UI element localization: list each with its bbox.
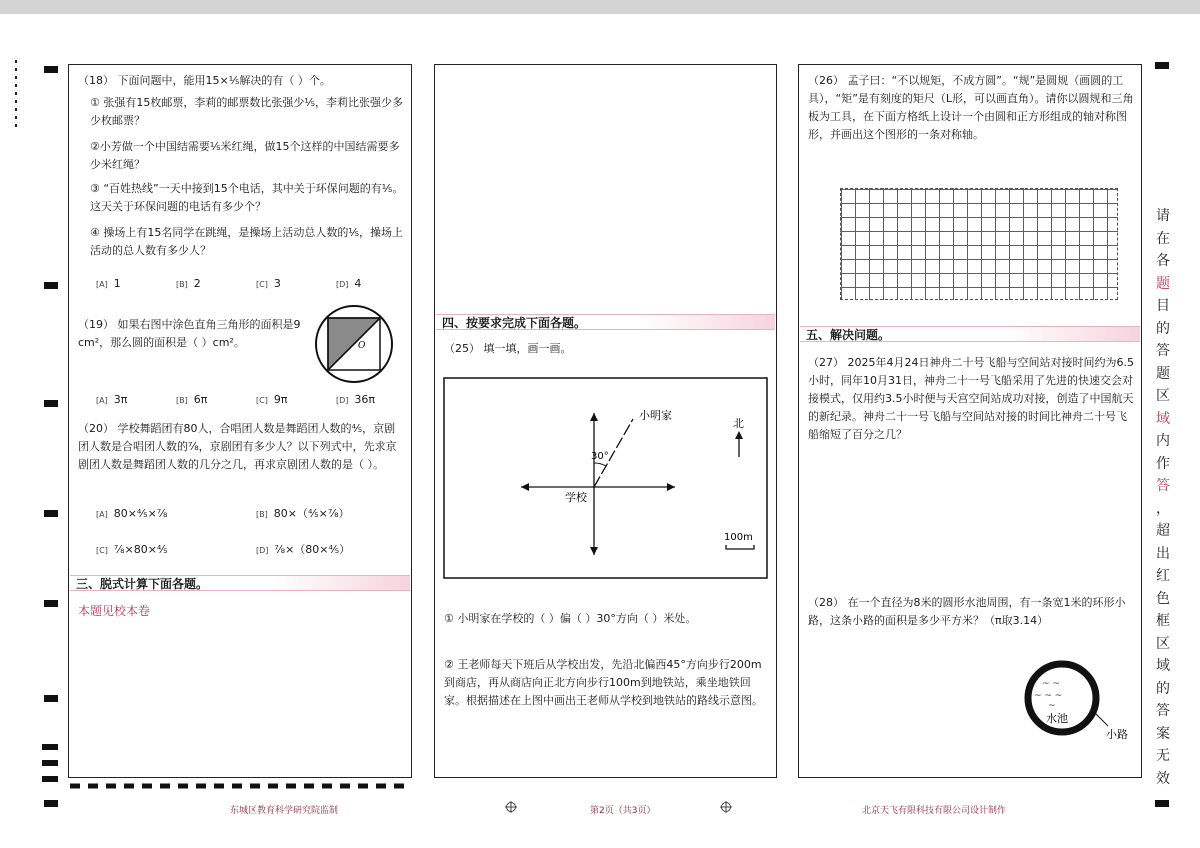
q18-option-d[interactable]: [D] 4 [336,277,362,290]
q27-stem: （27） 2025年4月24日神舟二十号飞船与空间站对接时间约为6.5小时，同年10月31日，神舟二十一号飞船采用了先进的快速交会对接模式，仅用约3.5小时便与天宫空间站成功对接，创造了中国航天的新纪录。神舟二十一号飞船与空间站对接的时间比神舟二十号飞船缩短了百分之几？ [808,356,1134,441]
alignment-mark [1155,800,1169,807]
q18-option-a[interactable]: [A] 1 [96,277,121,290]
alignment-mark [44,282,58,289]
q25-map-diagram [443,377,768,579]
q18-item-2: ②小芳做一个中国结需要⅕米红绳，做15个这样的中国结需要多少米红绳？ [90,140,400,171]
q28-stem: （28） 在一个直径为8米的圆形水池周围，有一条宽1米的环形小路，这条小路的面积是多少平方米？（π取3.14） [808,596,1126,627]
q19-circle-figure [314,304,394,384]
q19-stem: （19） 如果右图中涂色直角三角形的面积是9 cm²，那么圆的面积是（ ）cm²。 [78,318,301,349]
q18-stem: （18） 下面问题中，能用15×⅕解决的有（ ）个。 [78,74,331,87]
q18-item-1: ① 张强有15枚邮票，李莉的邮票数比张强少⅕，李莉比张强少多少枚邮票？ [90,96,404,127]
section-5-header: 五、解决问题。 [800,326,1140,342]
q28-pool-figure [1012,656,1136,740]
q19-center-label: O [358,341,366,351]
footer-page-number: 第2页（共3页） [590,806,656,816]
section-3-note: 本题见校本卷 [78,604,151,618]
answer-area-notice: 请 在 各 题 目 的 答 题 区 域 内 作 答 ， 超 出 红 色 框 区 域 的 答 案 无 效 [1156,208,1170,787]
q20-option-c[interactable]: [C] ⅞×80×⅘ [96,543,168,556]
svg-text:~ ~ ~: ~ ~ ~ [1034,691,1063,701]
bottom-dash-strip [70,782,410,790]
binding-dots [15,60,17,130]
alignment-mark [42,760,58,766]
alignment-mark [42,744,58,750]
q25-school-label: 学校 [565,491,587,504]
q26-grid-paper[interactable] [840,188,1118,300]
q18-item-4: ④ 操场上有15名同学在跳绳，是操场上活动总人数的⅕，操场上活动的总人数有多少人？ [90,226,404,257]
q20-option-b[interactable]: [B] 80×（⅘×⅞） [256,507,350,520]
q19-option-d[interactable]: [D] 36π [336,393,376,406]
q20-option-a[interactable]: [A] 80×⅘×⅞ [96,507,168,520]
section-4-header: 四、按要求完成下面各题。 [436,314,775,330]
footer-designer: 北京天飞有限科技有限公司设计制作 [862,806,1007,816]
footer-publisher: 东城区教育科学研究院监制 [230,806,339,816]
alignment-mark [1155,62,1169,69]
q19-option-c[interactable]: [C] 9π [256,393,288,406]
alignment-mark [44,600,58,607]
footer-target-icon [720,801,732,813]
alignment-mark [42,776,58,782]
alignment-mark [44,510,58,517]
q26-stem: （26） 孟子曰：“不以规矩，不成方圆”。“规”是圆规（画圆的工具），“矩”是有刻度的矩尺（L形，可以画直角）。请你以圆规和三角板为工具，在下面方格纸上设计一个由圆和正方形组成的轴对称图形，并画出这个图形的一条对称轴。 [808,74,1134,141]
north-label: 北 [733,417,744,430]
q18-item-3: ③ “百姓热线”一天中接到15个电话，其中关于环保问题的有⅕。这天关于环保问题的电话有多少个？ [90,182,404,213]
svg-text:~: ~ [1048,701,1056,711]
q25-part-1: ① 小明家在学校的（ ）偏（ ）30°方向（ ）米处。 [444,612,697,625]
alignment-mark [44,400,58,407]
q25-home-label: 小明家 [639,409,672,422]
scale-label: 100m [724,532,753,543]
q19-option-b[interactable]: [B] 6π [176,393,208,406]
svg-text:~ ~: ~ ~ [1042,679,1060,689]
q28-pool-label: 水池 [1046,712,1068,725]
q25-part-2: ② 王老师每天下班后从学校出发，先沿北偏西45°方向步行200m到商店，再从商店向正北方向步行100m到地铁站，乘坐地铁回家。根据描述在上图中画出王老师从学校到地铁站的路线示意图。 [444,658,763,707]
alignment-mark [44,66,58,73]
footer-target-icon [505,801,517,813]
top-scan-bar [0,0,1200,14]
q25-stem: （25） 填一填，画一画。 [444,342,572,355]
q20-option-d[interactable]: [D] ⅞×（80×⅘） [256,543,351,556]
alignment-mark [44,695,58,702]
q18-option-b[interactable]: [B] 2 [176,277,201,290]
q25-angle-label: 30° [591,451,609,462]
q18-option-c[interactable]: [C] 3 [256,277,281,290]
q28-path-label: 小路 [1106,728,1128,740]
q20-stem: （20） 学校舞蹈团有80人，合唱团人数是舞蹈团人数的⅘，京剧团人数是合唱团人数的⅞，京剧团有多少人？以下列式中，先求京剧团人数是舞蹈团人数的几分之几，再求京剧团人数的是（ ）。 [78,422,397,471]
alignment-mark [44,800,58,807]
section-3-header: 三、脱式计算下面各题。 [70,575,410,591]
q19-option-a[interactable]: [A] 3π [96,393,128,406]
